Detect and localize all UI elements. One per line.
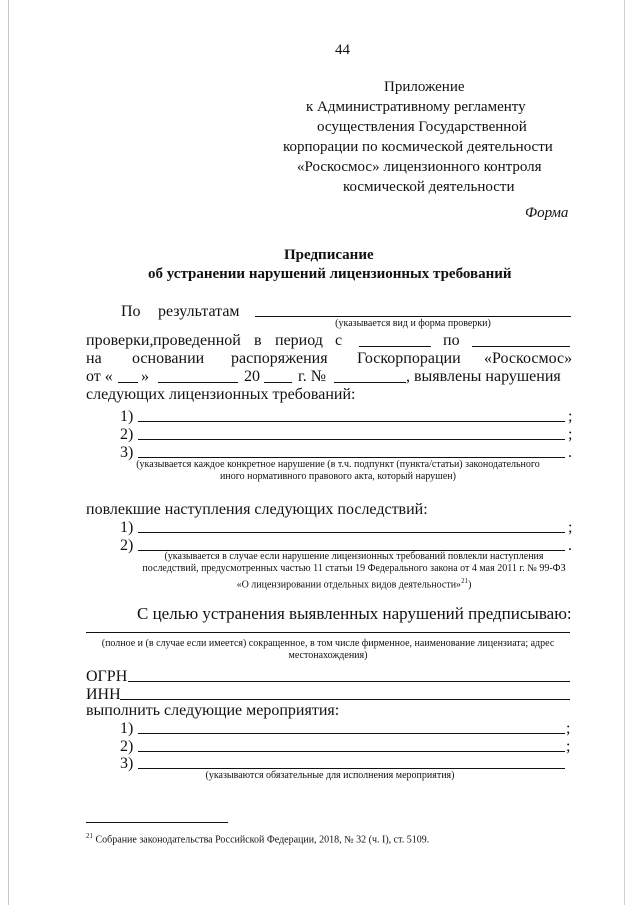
- measure-2-punct: ;: [566, 738, 571, 755]
- measure-1-field[interactable]: [138, 733, 565, 734]
- appendix-line-6: космической деятельности: [343, 179, 515, 195]
- appendix-line-2: к Административному регламенту: [306, 99, 526, 115]
- title-line-2: об устранении нарушений лицензионных требований: [148, 266, 512, 282]
- order-heading: С целью устранения выявленных нарушений предписываю:: [137, 604, 572, 623]
- violation-3-number: 3): [120, 444, 134, 461]
- check-type-caption: (указывается вид и форма проверки): [335, 318, 491, 329]
- intro-line4-e: , выявлены нарушения: [406, 368, 561, 385]
- check-type-field[interactable]: [255, 316, 571, 317]
- violation-1-number: 1): [120, 408, 134, 425]
- intro-line4-b: »: [141, 368, 149, 385]
- order-number-field[interactable]: [334, 382, 406, 383]
- intro-line2-a: проверки,: [86, 332, 154, 349]
- inn-label: ИНН: [86, 686, 121, 703]
- scan-edge-right: [624, 0, 625, 905]
- intro-line5: следующих лицензионных требований:: [86, 386, 356, 403]
- licensee-name-field[interactable]: [86, 632, 570, 633]
- licensee-caption: (полное и (в случае если имеется) сокращенное, в том числе фирменное, наименование лицензиата; адрес местонахождения): [101, 638, 555, 661]
- consequence-2-number: 2): [120, 537, 134, 554]
- page-number: 44: [335, 42, 350, 58]
- appendix-line-5: «Роскосмос» лицензионного контроля: [297, 159, 542, 175]
- intro-line3-b: основании: [132, 350, 205, 367]
- violation-2-number: 2): [120, 426, 134, 443]
- intro-line3-a: на: [86, 350, 102, 367]
- measure-3-field[interactable]: [138, 768, 565, 769]
- consequences-caption: [140, 551, 568, 591]
- footnote-text: Собрание законодательства Российской Федерации, 2018, № 32 (ч. I), ст. 5109.: [93, 834, 430, 846]
- intro-line3-d: Госкорпорации: [357, 350, 461, 367]
- title-line-1: Предписание: [284, 247, 374, 263]
- consequence-1-field[interactable]: [138, 532, 565, 533]
- period-to-field[interactable]: [472, 346, 570, 347]
- form-label: Форма: [525, 205, 569, 221]
- footnote: [86, 832, 429, 845]
- order-day-field[interactable]: [118, 382, 138, 383]
- inn-field[interactable]: [120, 699, 570, 700]
- measure-1-punct: ;: [566, 720, 571, 737]
- order-month-field[interactable]: [158, 382, 238, 383]
- measures-heading: выполнить следующие мероприятия:: [86, 702, 340, 719]
- measure-2-number: 2): [120, 738, 134, 755]
- consequence-2-punct: .: [568, 537, 572, 554]
- footnote-separator: [86, 822, 228, 823]
- intro-line2-b: проведенной: [153, 332, 241, 349]
- consequences-caption-footnote-ref: 21: [461, 577, 469, 585]
- intro-line3-c: распоряжения: [231, 350, 328, 367]
- intro-rezultatam: результатам: [158, 303, 240, 320]
- consequences-caption-end: ): [468, 579, 472, 591]
- intro-line4-a: от «: [86, 368, 113, 385]
- appendix-line-1: Приложение: [384, 79, 465, 95]
- period-from-field[interactable]: [359, 346, 431, 347]
- violation-3-field[interactable]: [138, 457, 565, 458]
- appendix-line-4: корпорации по космической деятельности: [283, 139, 553, 155]
- intro-line3-e: «Роскосмос»: [484, 350, 573, 367]
- appendix-line-3: осуществления Государственной: [317, 119, 527, 135]
- intro-po: По: [121, 303, 141, 320]
- violation-3-punct: .: [568, 444, 572, 461]
- ogrn-field[interactable]: [128, 681, 570, 682]
- violation-2-punct: ;: [568, 426, 573, 443]
- intro-line2-e: с: [335, 332, 343, 349]
- consequences-heading: повлекшие наступления следующих последствий:: [86, 501, 428, 518]
- intro-line2-c: в: [254, 332, 262, 349]
- violation-1-punct: ;: [568, 408, 573, 425]
- intro-line2-f: по: [443, 332, 460, 349]
- violation-2-field[interactable]: [138, 439, 565, 440]
- ogrn-label: ОГРН: [86, 668, 128, 685]
- measure-3-number: 3): [120, 755, 134, 772]
- consequences-caption-text: (указывается в случае если нарушение лицензионных требований повлекли наступления последствий, предусмотренных частью 11 статьи 19 Федерального закона от 4 мая 2011 г. № 99-ФЗ «О лицензировании отдельных видов деятельности»: [142, 551, 566, 591]
- intro-line4-d: г. №: [298, 368, 327, 385]
- violation-1-field[interactable]: [138, 421, 565, 422]
- consequence-1-punct: ;: [568, 519, 573, 536]
- measure-1-number: 1): [120, 720, 134, 737]
- consequence-1-number: 1): [120, 519, 134, 536]
- intro-line2-d: период: [275, 332, 323, 349]
- order-year-field[interactable]: [264, 382, 292, 383]
- measure-2-field[interactable]: [138, 751, 565, 752]
- footnote-number: 21: [86, 832, 93, 840]
- intro-line4-c: 20: [244, 368, 260, 385]
- violations-caption: (указывается каждое конкретное нарушение (в т.ч. подпункт (пункта/статьи) законодательного иного нормативного правового акта, который нарушен): [136, 459, 540, 482]
- measures-caption: (указываются обязательные для исполнения мероприятия): [205, 770, 455, 781]
- scan-edge-left: [8, 0, 9, 905]
